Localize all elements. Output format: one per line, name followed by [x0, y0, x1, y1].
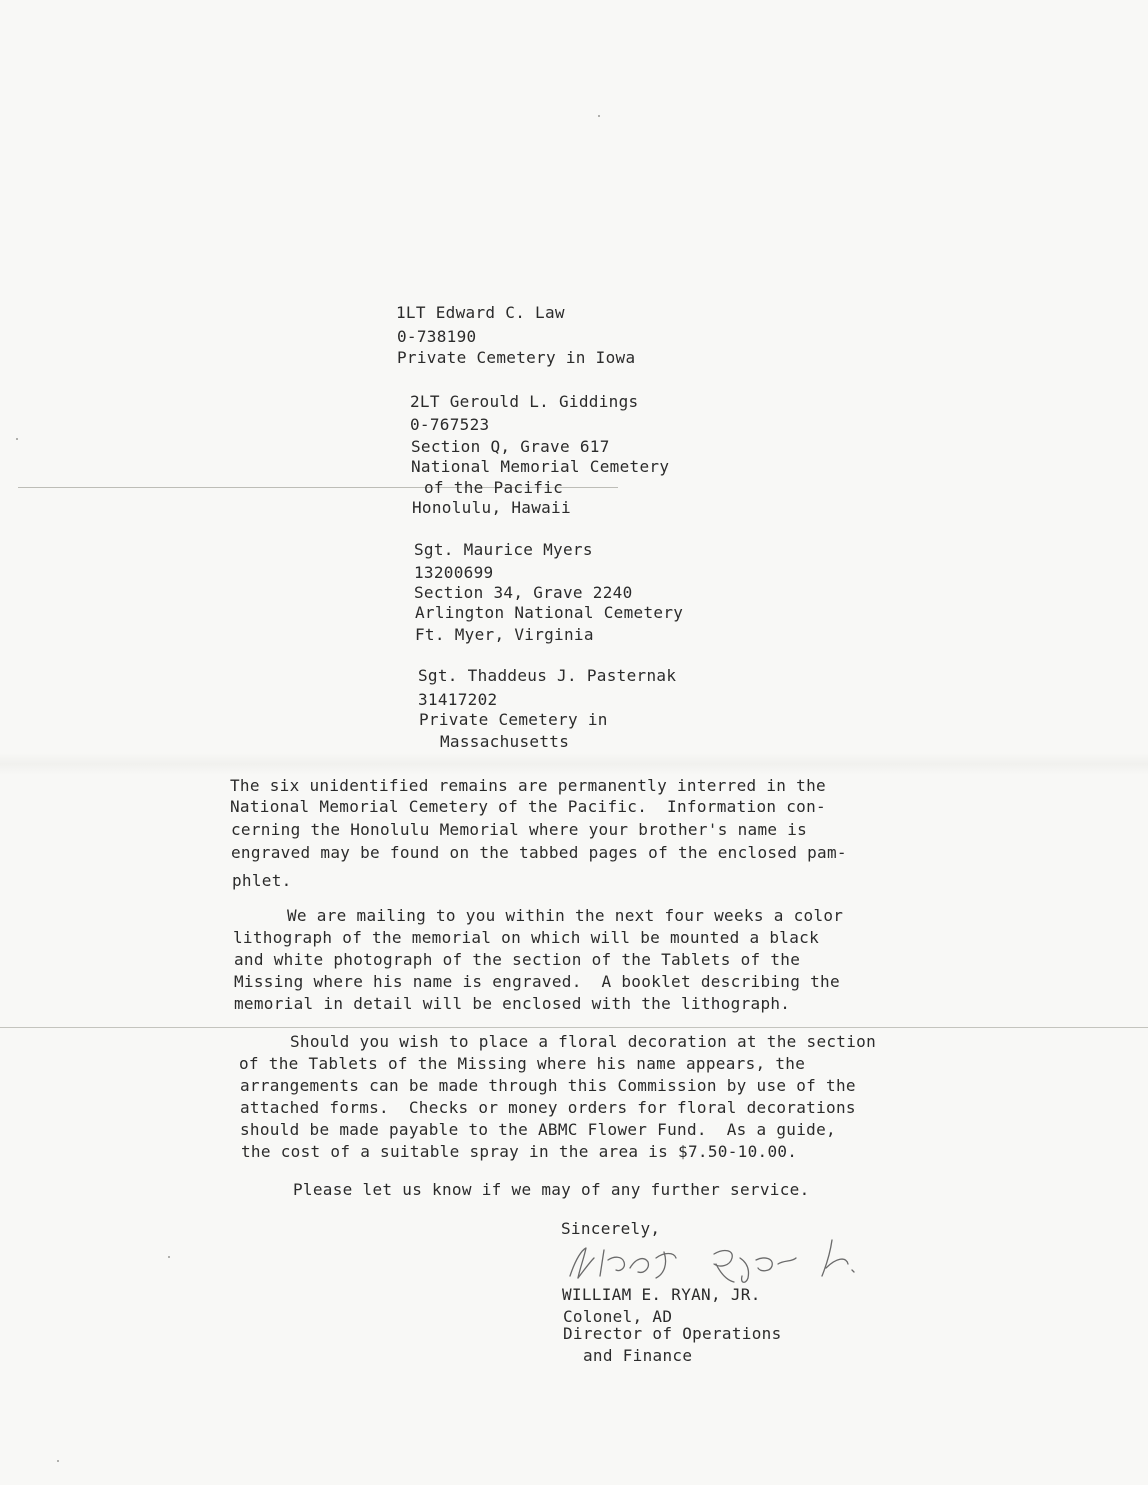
burial-line: National Memorial Cemetery	[411, 457, 670, 476]
paragraph-line: attached forms. Checks or money orders for floral decorations	[240, 1098, 856, 1117]
paragraph-line: lithograph of the memorial on which will be mounted a black	[233, 928, 820, 947]
paragraph-line: should be made payable to the ABMC Flower Fund. As a guide,	[240, 1120, 836, 1139]
serial-number: 0-767523	[410, 415, 490, 434]
paragraph-line: the cost of a suitable spray in the area is $7.50-10.00.	[241, 1142, 798, 1161]
scan-speck	[168, 1256, 170, 1258]
scan-speck	[598, 115, 600, 117]
burial-line: Arlington National Cemetery	[415, 603, 684, 622]
burial-line: of the Pacific	[424, 478, 564, 497]
burial-line: Private Cemetery in	[419, 710, 608, 729]
burial-line: Honolulu, Hawaii	[412, 498, 571, 517]
burial-line: Section 34, Grave 2240	[414, 583, 633, 602]
serviceman-name: 1LT Edward C. Law	[396, 303, 565, 322]
burial-line: Massachusetts	[440, 732, 570, 751]
fold-line	[0, 1027, 1148, 1028]
scan-speck	[16, 438, 18, 440]
signer-title: Director of Operations	[563, 1324, 782, 1343]
serial-number: 13200699	[414, 563, 494, 582]
paragraph-line: of the Tablets of the Missing where his name appears, the	[239, 1054, 806, 1073]
serial-number: 31417202	[418, 690, 498, 709]
paper-crease	[0, 753, 1148, 775]
salutation: Sincerely,	[561, 1219, 661, 1238]
handwritten-signature	[564, 1228, 894, 1288]
burial-line: Private Cemetery in Iowa	[397, 348, 636, 367]
paragraph-line: Please let us know if we may of any further service.	[293, 1180, 810, 1199]
paragraph-line: memorial in detail will be enclosed with the lithograph.	[234, 994, 791, 1013]
paragraph-line: engraved may be found on the tabbed pages of the enclosed pam-	[231, 843, 847, 862]
paragraph-line: arrangements can be made through this Commission by use of the	[240, 1076, 856, 1095]
paragraph-line: Should you wish to place a floral decoration at the section	[290, 1032, 877, 1051]
signer-name: WILLIAM E. RYAN, JR.	[562, 1285, 761, 1304]
paragraph-line: The six unidentified remains are permanently interred in the	[230, 776, 826, 795]
signer-rank: Colonel, AD	[563, 1307, 673, 1326]
serviceman-name: Sgt. Maurice Myers	[414, 540, 593, 559]
burial-line: Section Q, Grave 617	[411, 437, 610, 456]
paragraph-line: We are mailing to you within the next four weeks a color	[287, 906, 844, 925]
scan-speck	[57, 1460, 59, 1462]
serial-number: 0-738190	[397, 327, 477, 346]
paragraph-line: and white photograph of the section of the Tablets of the	[234, 950, 801, 969]
signer-title: and Finance	[583, 1346, 693, 1365]
paragraph-line: Missing where his name is engraved. A booklet describing the	[234, 972, 840, 991]
paragraph-line: cerning the Honolulu Memorial where your brother's name is	[231, 820, 808, 839]
burial-line: Ft. Myer, Virginia	[415, 625, 594, 644]
serviceman-name: 2LT Gerould L. Giddings	[410, 392, 639, 411]
paragraph-line: phlet.	[232, 871, 292, 890]
serviceman-name: Sgt. Thaddeus J. Pasternak	[418, 666, 677, 685]
paragraph-line: National Memorial Cemetery of the Pacific. Information con-	[230, 797, 826, 816]
